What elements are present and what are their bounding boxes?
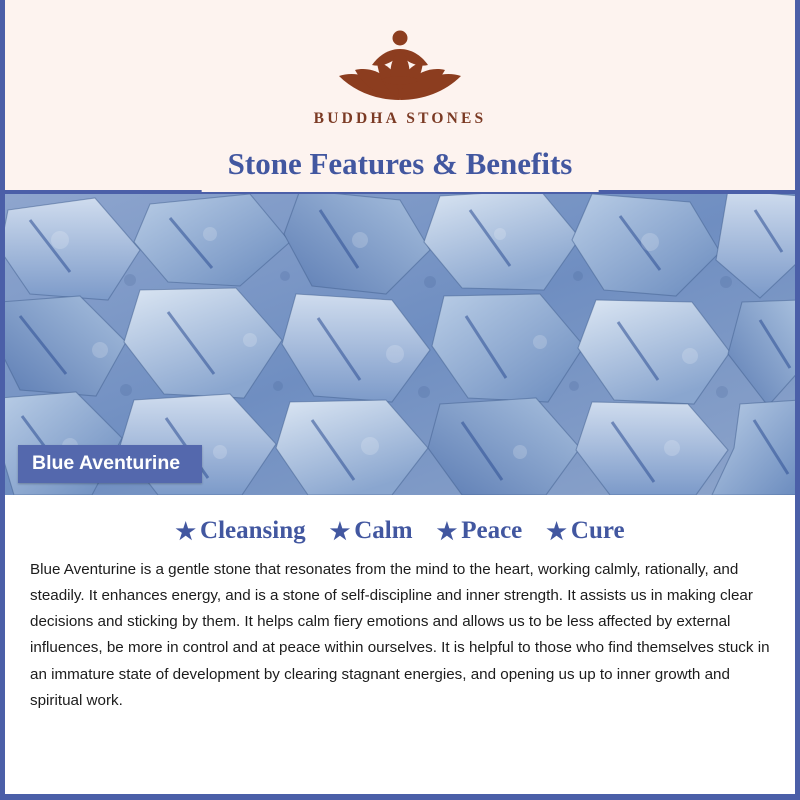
page-title: Stone Features & Benefits [227, 146, 573, 181]
benefit-item-calm [330, 517, 413, 545]
bottom-border [0, 794, 800, 800]
benefit-item-cleansing [175, 517, 305, 545]
star-icon: ★ [546, 518, 567, 544]
content-section [0, 495, 800, 800]
page-title-ribbon [202, 140, 599, 192]
star-icon: ★ [329, 518, 351, 544]
lotus-meditation-icon [325, 22, 475, 108]
right-border [795, 0, 800, 800]
benefit-label: Cure [570, 517, 625, 544]
star-icon: ★ [436, 518, 458, 544]
star-icon: ★ [175, 518, 197, 544]
benefit-label: Peace [461, 517, 523, 544]
benefit-item-cure [546, 517, 624, 545]
benefit-label: Calm [354, 517, 413, 544]
stone-name-label: Blue Aventurine [18, 445, 202, 483]
brand-name: BUDDHA STONES [313, 110, 487, 127]
benefit-item-peace [437, 517, 523, 545]
benefits-list [30, 517, 770, 545]
left-border [0, 0, 5, 800]
benefit-label: Cleansing [200, 517, 306, 544]
stone-description: Blue Aventurine is a gentle stone that resonates from the mind to the heart, working calmly, rationally, and steadily. It enhances energy, and is a stone of self-discipline and inner strength. It assists us in making clear decisions and sticking by them. It helps calm fiery emotions and allows us to be less affected by external influences, be more in control and at peace within ourselves. It is helpful to those who find themselves stuck in an immature state of development by clearing stagnant energies, and opening us up to inner growth and spiritual work. [30, 561, 770, 709]
stone-image-band [0, 190, 800, 495]
